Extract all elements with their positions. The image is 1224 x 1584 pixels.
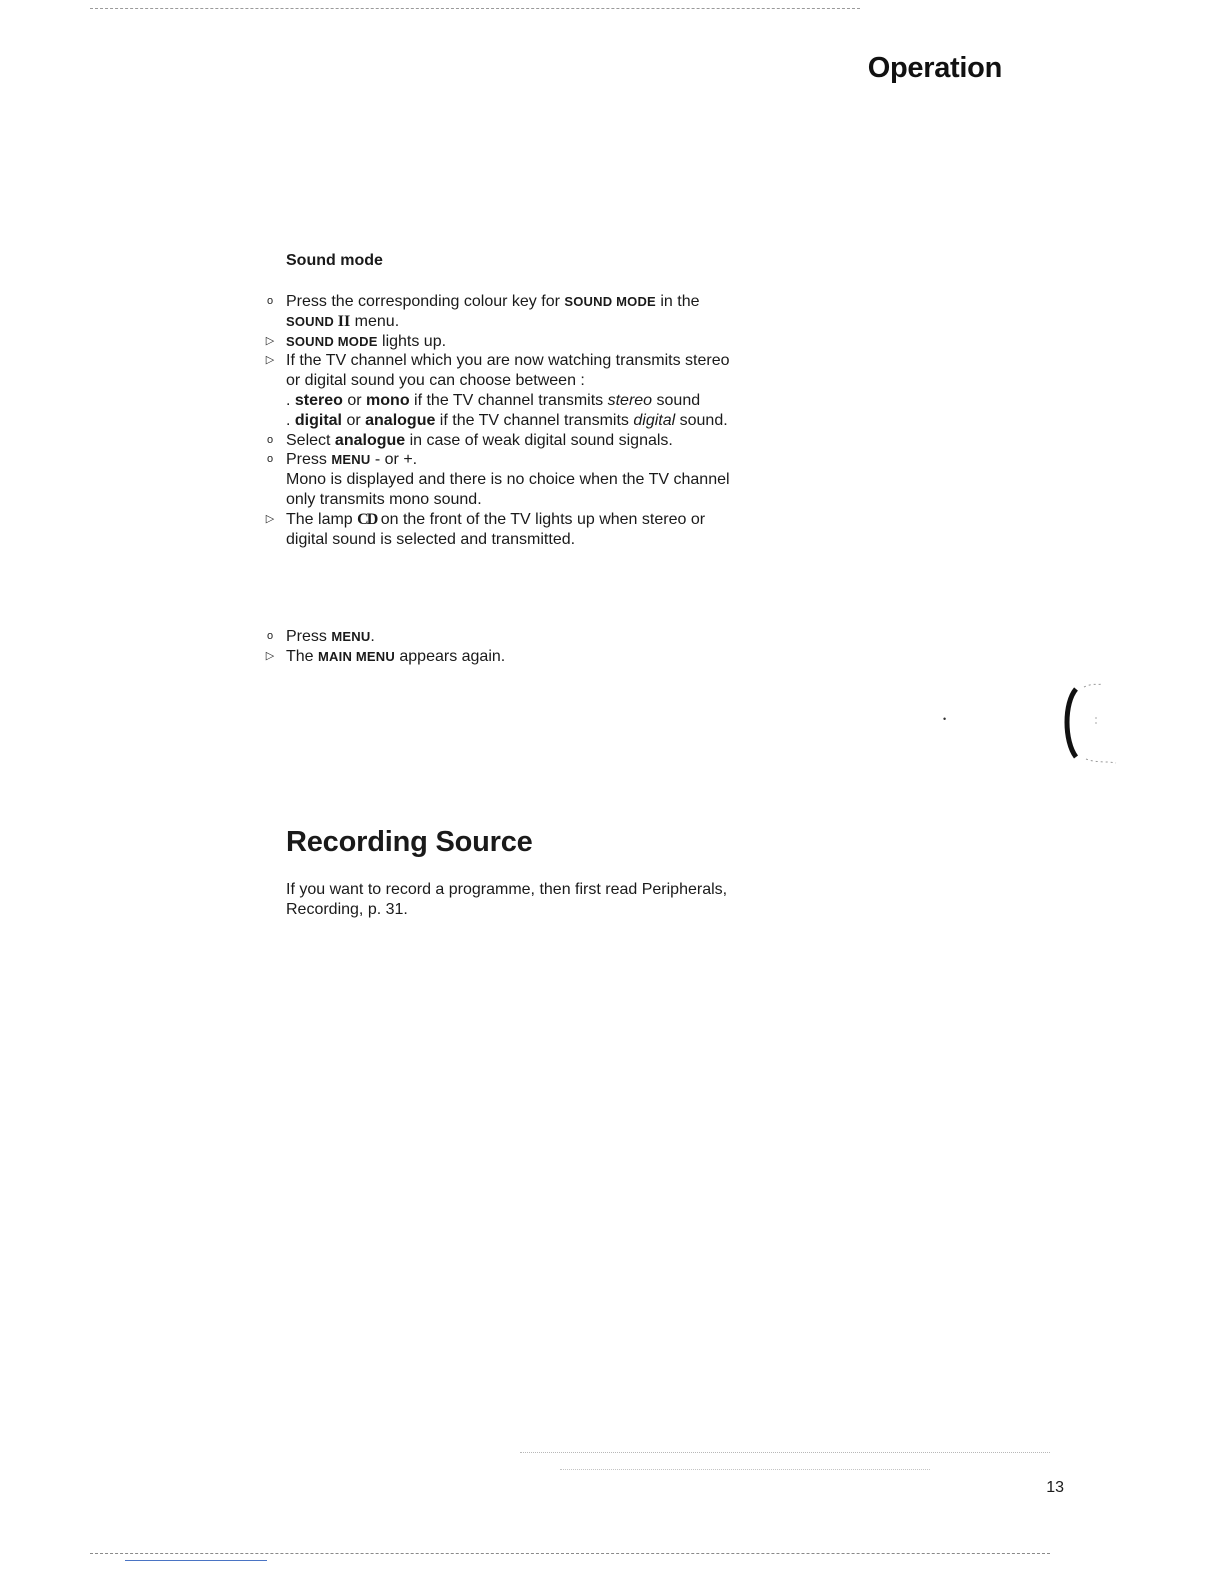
list-item: SOUND II menu. <box>286 312 400 330</box>
sound-mode-section <box>286 252 383 270</box>
list-item: ▷ If the TV channel which you are now watching transmits stereo <box>263 351 823 371</box>
key-name: SOUND MODE <box>564 294 656 309</box>
circle-bullet-icon: o <box>266 453 274 466</box>
key-name: SOUND MODE <box>286 333 378 349</box>
sound-mode-heading: Sound mode <box>286 252 383 269</box>
page-number: 13 <box>1046 1479 1064 1496</box>
triangle-arrow-icon: ▷ <box>265 354 275 367</box>
triangle-arrow-icon: ▷ <box>265 512 275 525</box>
menu-name: SOUND <box>286 313 338 329</box>
recording-source-body: If you want to record a programme, then first read Peripherals, Recording, p. 31. <box>286 881 728 918</box>
triangle-arrow-icon: ▷ <box>265 649 275 662</box>
top-scan-rule <box>90 8 860 9</box>
list-item: o Press MENU - or +. <box>263 450 823 470</box>
key-name: MENU <box>331 452 371 468</box>
circle-bullet-icon: o <box>266 630 274 642</box>
list-item: . digital or analogue if the TV channel transmits digital sound. <box>286 411 728 429</box>
bottom-blue-rule <box>125 1560 267 1561</box>
key-name: MENU <box>331 629 371 644</box>
return-instructions <box>263 627 823 667</box>
list-item: digital sound is selected and transmitted. <box>286 530 576 548</box>
bottom-scan-rule <box>90 1553 1050 1554</box>
list-item: o Press the corresponding colour key for SOUND MODE in the <box>263 292 823 312</box>
list-item: ▷ The MAIN MENU appears again. <box>263 647 823 667</box>
circle-bullet-icon: o <box>266 295 274 307</box>
list-item: . stereo or mono if the TV channel transmits stereo sound <box>286 391 701 409</box>
sound-mode-instructions <box>263 292 823 549</box>
list-item: o Press MENU. <box>263 627 823 647</box>
list-item: or digital sound you can choose between : <box>286 372 585 390</box>
list-item: ▷ SOUND MODE lights up. <box>263 332 823 352</box>
list-item: Mono is displayed and there is no choice when the TV channel <box>286 471 730 489</box>
scan-noise-line <box>560 1469 930 1470</box>
list-item: only transmits mono sound. <box>286 490 482 508</box>
binding-mark-icon <box>1062 683 1122 765</box>
recording-source-heading: Recording Source <box>286 826 533 858</box>
circle-bullet-icon: o <box>266 433 274 446</box>
stereo-lamp-icon: CD <box>357 510 377 528</box>
section-title: Operation <box>867 52 1002 84</box>
scan-speck: • <box>943 714 947 724</box>
scan-noise-line <box>520 1452 1050 1453</box>
list-item: o Select analogue in case of weak digital sound signals. <box>263 431 823 451</box>
menu-name: MAIN MENU <box>318 648 395 664</box>
triangle-arrow-icon: ▷ <box>265 334 275 347</box>
list-item: ▷ The lamp CD on the front of the TV lights up when stereo or <box>263 510 823 530</box>
